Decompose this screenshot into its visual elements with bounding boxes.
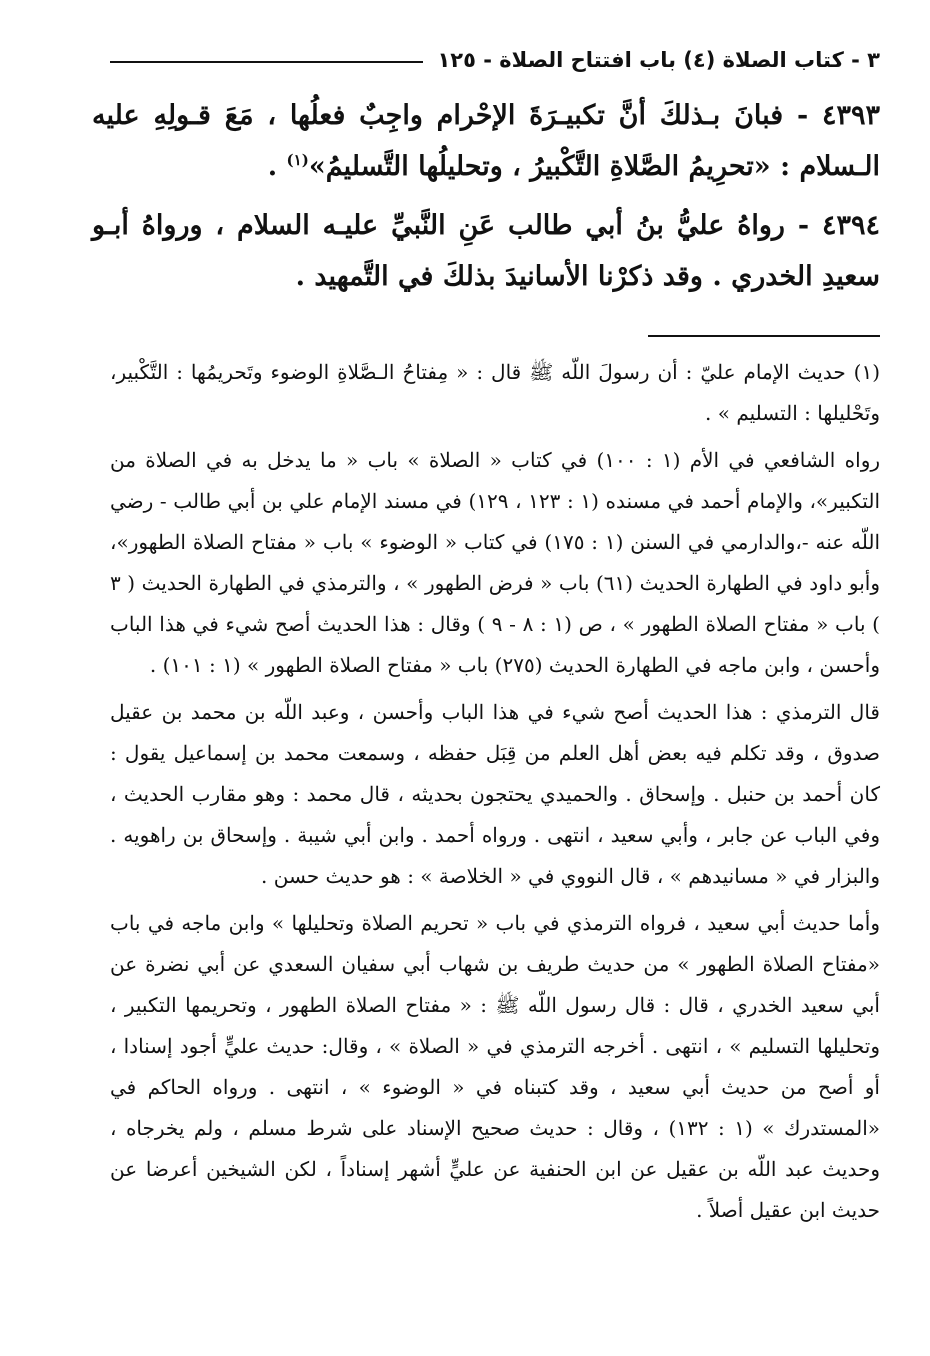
running-header xyxy=(110,42,880,78)
paragraph-4393-text: ٤٣٩٣ - فبانَ بـذلكَ أنَّ تكبيـرَةَ الإحْرام واجِبٌ فعلُها ، مَعَ قـولِهِ عليه الـسلام : «تحرِيمُ الصَّلاةِ التَّكْبيرُ ، وتحليلُها التَّسليمُ» xyxy=(92,100,880,182)
footnote-separator xyxy=(648,335,880,337)
footnote-1: (١) حديث الإمام عليّ : أن رسولَ اللّه ﷺ قال : « مِفتاحُ الـصَّلاةِ الوضوء وتَحريمُها : التَّكْبير، وتَحْليلها : التسليم » . xyxy=(110,360,881,425)
paragraph-4394-text: ٤٣٩٤ - رواهُ عليُّ بنُ أبي طالب عَنِ النَّبيِّ عليـه السلام ، ورواهُ أبـو سعيدِ الخدري . وقد ذكرْنا الأسانيدَ بذلكَ في التَّمهيد . xyxy=(92,210,880,292)
paragraph-4393-end: . xyxy=(267,151,287,182)
header-rule xyxy=(110,61,423,63)
footnotes xyxy=(110,352,880,1237)
header-title: ٣ - كتاب الصلاة (٤) باب افتتاح الصلاة - ١٢٥ xyxy=(437,48,880,72)
footnote-paragraph: وأما حديث أبي سعيد ، فرواه الترمذي في باب « تحريم الصلاة وتحليلها » وابن ماجه في باب «مفتاح الصلاة الطهور » من حديث طريف بن شهاب أبي سفيان السعدي عن أبي نضرة عن أبي سعيد الخدري ، قال : قال رسول اللّه ﷺ : « مفتاح الصلاة الطهور ، وتحريمها التكبير ، وتحليلها التسليم » ، انتهى . أخرجه الترمذي في « الصلاة » ، وقال: حديث عليٍّ أجود إسنادا ، أو أصح من حديث أبي سعيد ، وقد كتبناه في « الوضوء » ، انتهى . ورواه الحاكم في «المستدرك » (١ : ١٣٢) ، وقال : حديث صحيح الإسناد على شرط مسلم ، ولم يخرجاه ، وحديث عبد اللّه بن عقيل عن ابن الحنفية عن عليٍّ أشهر إسناداً ، لكن الشيخين أعرضا عن حديث ابن عقيل أصلاً . xyxy=(110,911,880,1222)
footnote-paragraph: رواه الشافعي في الأم (١ : ١٠٠) في كتاب « الصلاة » باب « ما يدخل به في الصلاة من التكبير»، والإمام أحمد في مسنده (١ : ١٢٣ ، ١٢٩) في مسند الإمام علي بن أبي طالب - رضي اللّه عنه -،والدارمي في السنن (١ : ١٧٥) في كتاب « الوضوء » باب « مفتاح الصلاة الطهور»، وأبو داود في الطهارة الحديث (٦١) باب « فرض الطهور » ، والترمذي في الطهارة الحديث ( ٣ ) باب « مفتاح الصلاة الطهور » ، ص (١ : ٨ - ٩ ) وقال : هذا الحديث أصح شيء في هذا الباب وأحسن ، وابن ماجه في الطهارة الحديث (٢٧٥) باب « مفتاح الصلاة الطهور » (١ : ١٠١) . xyxy=(110,448,881,677)
main-text xyxy=(92,90,880,310)
footnote-ref[interactable]: (١) xyxy=(286,151,309,169)
footnote-paragraph: قال الترمذي : هذا الحديث أصح شيء في هذا الباب وأحسن ، وعبد اللّه بن محمد بن عقيل صدوق ، وقد تكلم فيه بعض أهل العلم من قِبَل حفظه ، وسمعت محمد بن إسماعيل يقول : كان أحمد بن حنبل . وإسحاق . والحميدي يحتجون بحديثه ، قال محمد : وهو مقارب الحديث ، وفي الباب عن جابر ، وأبي سعيد ، انتهى . ورواه أحمد . وابن أبي شيبة . وإسحاق بن راهويه . والبزار في « مسانيدهم » ، قال النووي في « الخلاصة » : هو حديث حسن . xyxy=(110,700,880,888)
paragraph-4393 xyxy=(92,90,880,192)
paragraph-4394 xyxy=(92,200,880,302)
